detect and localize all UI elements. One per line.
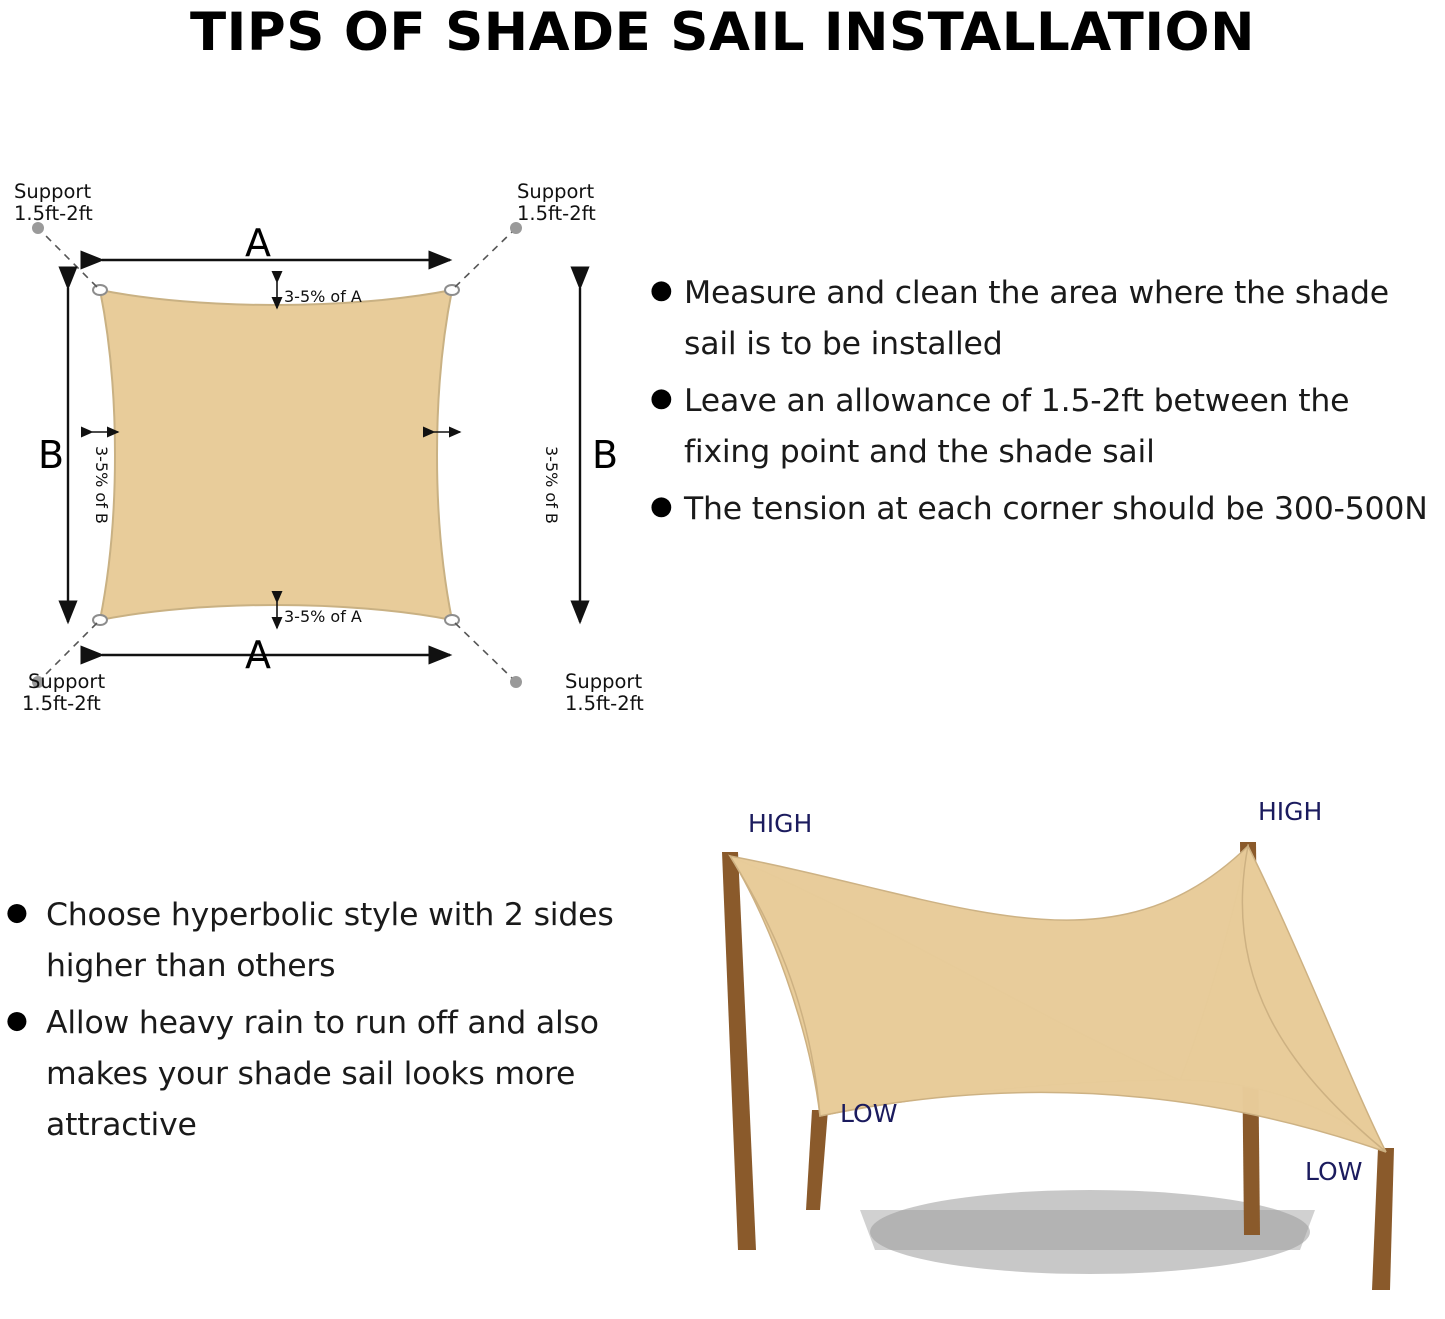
support-label-top-left-line1: Support: [14, 180, 92, 203]
support-label-bottom-left-line2: 1.5ft-2ft: [22, 692, 101, 715]
hyperbolic-sail-diagram: [660, 780, 1445, 1319]
dimension-label-top-A: A: [245, 221, 271, 265]
label-low-left: LOW: [840, 1099, 898, 1128]
bottom-tips-list: [0, 890, 640, 1157]
support-label-bottom-left-line1: Support: [28, 670, 106, 693]
sail-shape: [100, 290, 452, 620]
list-item: [650, 484, 1445, 535]
label-high-left: HIGH: [748, 809, 813, 838]
curve-note-left: 3-5% of B: [92, 446, 111, 524]
list-item: [650, 376, 1445, 478]
label-high-right: HIGH: [1258, 797, 1323, 826]
tip-text: The tension at each corner should be 300-500N: [684, 491, 1428, 527]
list-item: [0, 890, 640, 992]
support-label-top-left-line2: 1.5ft-2ft: [14, 202, 93, 225]
dimension-label-left-B: B: [38, 433, 65, 477]
page-title: TIPS OF SHADE SAIL INSTALLATION: [190, 2, 1255, 63]
dimension-label-right-B: B: [592, 433, 619, 477]
tip-text: Choose hyperbolic style with 2 sides higher than others: [46, 897, 614, 984]
support-label-top-right-line2: 1.5ft-2ft: [517, 202, 596, 225]
list-item: [0, 998, 640, 1151]
bullet-dot-icon: ●: [650, 275, 673, 305]
bullet-dot-icon: ●: [650, 383, 673, 413]
tip-text: Leave an allowance of 1.5-2ft between the fixing point and the shade sail: [684, 383, 1350, 470]
curve-note-right: 3-5% of B: [542, 446, 561, 524]
tip-text: Allow heavy rain to run off and also makes your shade sail looks more attractive: [46, 1005, 599, 1143]
support-label-top-right-line1: Support: [517, 180, 595, 203]
dimension-label-bottom-A: A: [245, 633, 271, 677]
list-item: [650, 268, 1445, 370]
top-rectangular-sail-diagram: [0, 160, 660, 730]
curve-note-bottom: 3-5% of A: [284, 607, 362, 626]
bullet-dot-icon: ●: [6, 1005, 28, 1034]
curve-note-top: 3-5% of A: [284, 287, 362, 306]
bullet-dot-icon: ●: [6, 897, 28, 926]
tip-text: Measure and clean the area where the shade sail is to be installed: [684, 275, 1389, 362]
support-label-bottom-right-line2: 1.5ft-2ft: [565, 692, 644, 715]
top-tips-list: [650, 268, 1445, 541]
bullet-dot-icon: ●: [650, 491, 673, 521]
support-label-bottom-right-line1: Support: [565, 670, 643, 693]
label-low-right: LOW: [1305, 1157, 1363, 1186]
